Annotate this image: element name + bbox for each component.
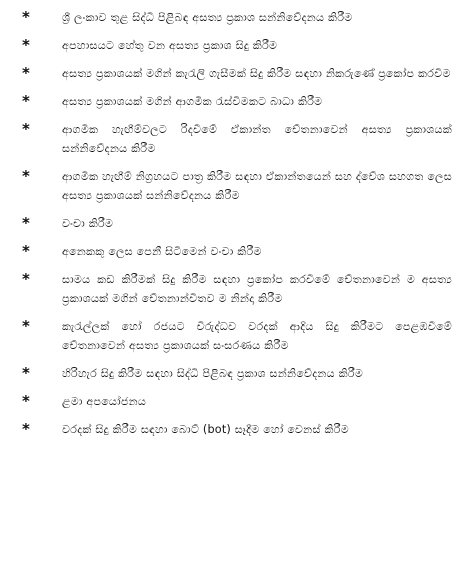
list-item-text: අසත්‍ය ප්‍රකාශයක් මගින් ආගමික රැස්වීමකට බාධා කිරීම <box>62 95 323 108</box>
list-item-text: කැරැල්ලක් හෝ රජයට විරුද්ධව වරදක් ආදිය සිදු කිරීමට පෙළඹවීමේ චේතනාවෙන් අසත්‍ය ප්‍රකාශයක් සංසරණය කිරීම <box>62 320 452 352</box>
list-item-text: ළමා අපයෝජනය <box>62 395 147 408</box>
list-item <box>22 92 452 111</box>
bullet-asterisk: * <box>22 8 31 26</box>
bullet-asterisk: * <box>22 420 31 438</box>
list-item <box>22 64 452 83</box>
list-item-text: ආගමික හැඟීම් නිග්‍රහයට පාත්‍ර කිරීම සඳහා ඒකාන්තයෙන් සහ ද්වේශ සහගත ලෙස අසත්‍ය ප්‍රකාශයක් සන්නිවේදනය කිරීම <box>62 170 452 202</box>
list-item <box>22 8 452 27</box>
bullet-asterisk: * <box>22 120 31 138</box>
list-item-text: අනෙකකු ලෙස පෙනී සිටීමෙන් වංචා කිරීම <box>62 245 262 258</box>
list-item <box>22 120 452 158</box>
list-item <box>22 214 452 233</box>
bullet-asterisk: * <box>22 270 31 288</box>
list-item-text: වරදක් සිදු කිරීම සඳහා බොට් (bot) සෑදීම හෝ වෙනස් කිරීම <box>62 423 349 436</box>
list-item <box>22 392 452 411</box>
bullet-asterisk: * <box>22 36 31 54</box>
list-item <box>22 420 452 439</box>
bullet-asterisk: * <box>22 214 31 232</box>
list-item <box>22 167 452 205</box>
bullet-asterisk: * <box>22 167 31 185</box>
offence-list <box>22 8 452 448</box>
bullet-asterisk: * <box>22 317 31 335</box>
list-item <box>22 242 452 261</box>
bullet-asterisk: * <box>22 64 31 82</box>
bullet-asterisk: * <box>22 364 31 382</box>
list-item <box>22 270 452 308</box>
bullet-asterisk: * <box>22 392 31 410</box>
list-item-text: සාමය කඩ කිරීමක් සිදු කිරීම සඳහා ප්‍රකෝප කරවීමේ චේතනාවෙන් ම අසත්‍ය ප්‍රකාශයක් මගින් චේතනාන්විතව ම නින්දා කිරීම <box>62 273 452 305</box>
list-item <box>22 36 452 55</box>
list-item <box>22 317 452 355</box>
list-item-text: ආගමික හැඟීම්වලට රිදවීමේ ඒකාන්ත චේතනාවෙන් අසත්‍ය ප්‍රකාශයක් සන්නිවේදනය කිරීම <box>62 123 452 155</box>
list-item-text: අසත්‍ය ප්‍රකාශයක් මගින් කැරැලි ගැසීමක් සිදු කිරීම සඳහා නිකරුණේ ප්‍රකෝප කරවීම <box>62 67 451 80</box>
list-item-text: හිරිහැර සිදු කිරීම සඳහා සිද්ධි පිළිබඳ ප්‍රකාශ සන්නිවේදනය කිරීම <box>62 367 364 380</box>
list-item-text: ශ්‍රී ලංකාව තුළ සිද්ධි පිළිබඳ අසත්‍ය ප්‍රකාශ සන්නිවේදනය කිරීම <box>62 11 353 24</box>
list-item <box>22 364 452 383</box>
list-item-text: වංචා කිරීම <box>62 217 114 230</box>
bullet-asterisk: * <box>22 242 31 260</box>
list-item-text: අපහාසයට හේතු වන අසත්‍ය ප්‍රකාශ සිදු කිරීම <box>62 39 278 52</box>
bullet-asterisk: * <box>22 92 31 110</box>
